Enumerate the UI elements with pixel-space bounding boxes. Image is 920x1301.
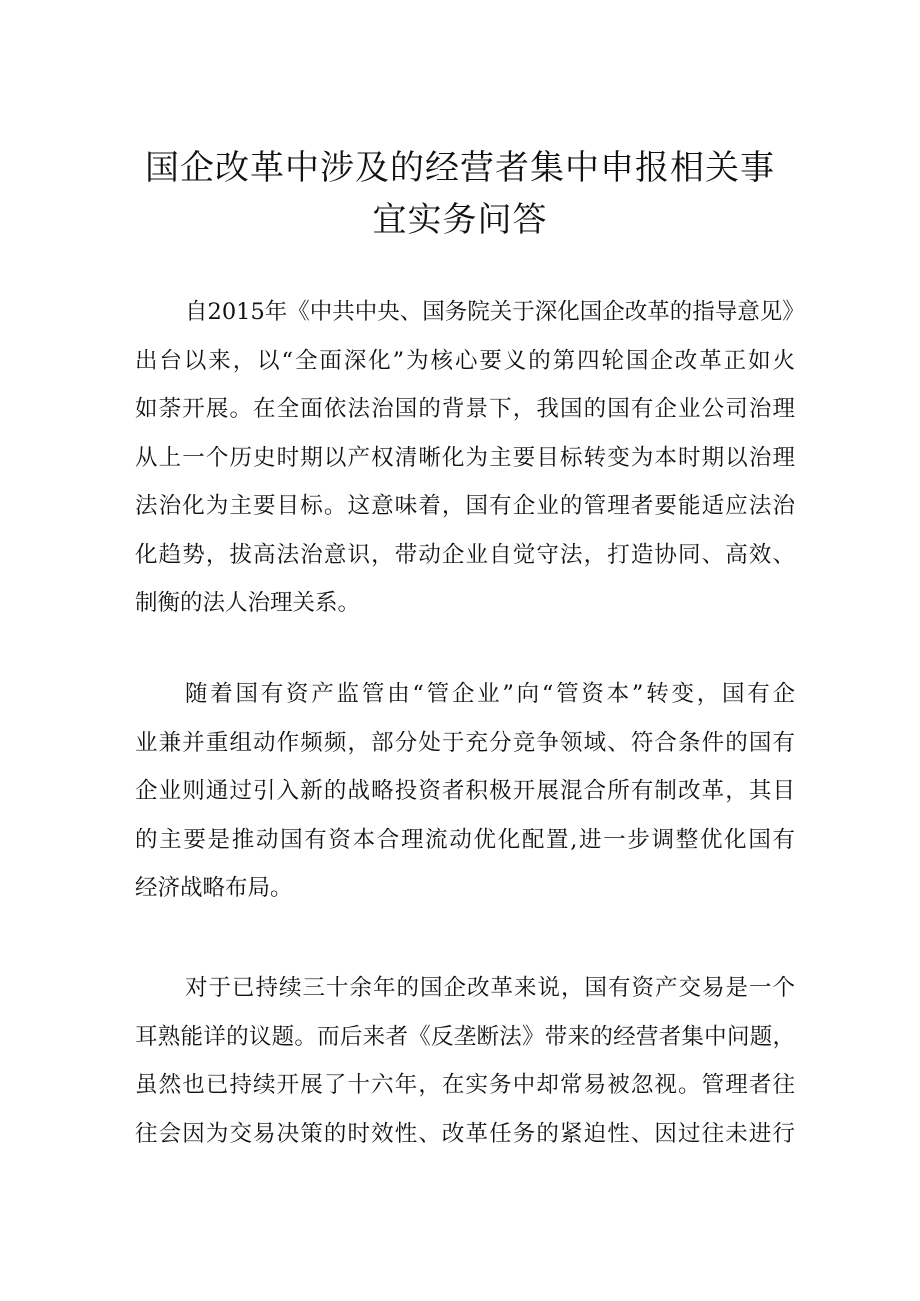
paragraph-line: 业兼并重组动作频频，部分处于充分竞争领域、符合条件的国有 xyxy=(135,729,795,756)
paragraph-line: 从上一个历史时期以产权清晰化为主要目标转变为本时期以治理 xyxy=(135,444,795,471)
title-line-2: 宜实务问答 xyxy=(372,200,548,240)
document-title xyxy=(130,142,790,246)
paragraph-1 xyxy=(135,288,805,628)
paragraph-line: 自2015年《中共中央、国务院关于深化国企改革的指导意见》 xyxy=(185,299,805,325)
title-line-1: 国企改革中涉及的经营者集中申报相关事 xyxy=(145,148,775,188)
paragraph-line: 随着国有资产监管由“管企业”向“管资本”转变，国有企 xyxy=(185,681,795,707)
paragraph-line: 制衡的法人治理关系。 xyxy=(135,590,361,616)
paragraph-line: 出台以来，以“全面深化”为核心要义的第四轮国企改革正如火 xyxy=(135,347,795,374)
paragraph-line: 耳熟能详的议题。而后来者《反垄断法》带来的经营者集中问题， xyxy=(135,1023,795,1050)
paragraph-line: 化趋势，拔高法治意识，带动企业自觉守法，打造协同、高效、 xyxy=(135,541,795,568)
paragraph-line: 对于已持续三十余年的国企改革来说，国有资产交易是一个 xyxy=(185,975,795,1001)
paragraph-line: 企业则通过引入新的战略投资者积极开展混合所有制改革，其目 xyxy=(135,778,795,804)
paragraph-3 xyxy=(135,964,795,1158)
paragraph-line: 经济战略布局。 xyxy=(135,875,293,901)
paragraph-line: 法治化为主要目标。这意味着，国有企业的管理者要能适应法治 xyxy=(135,493,795,519)
paragraph-line: 的主要是推动国有资本合理流动优化配置,进一步调整优化国有 xyxy=(135,826,795,853)
paragraph-line: 如荼开展。在全面依法治国的背景下，我国的国有企业公司治理 xyxy=(135,396,795,422)
paragraph-line: 虽然也已持续开展了十六年，在实务中却常易被忽视。管理者往 xyxy=(135,1072,795,1098)
paragraph-2 xyxy=(135,670,795,913)
paragraph-line: 往会因为交易决策的时效性、改革任务的紧迫性、因过往未进行 xyxy=(135,1120,795,1147)
